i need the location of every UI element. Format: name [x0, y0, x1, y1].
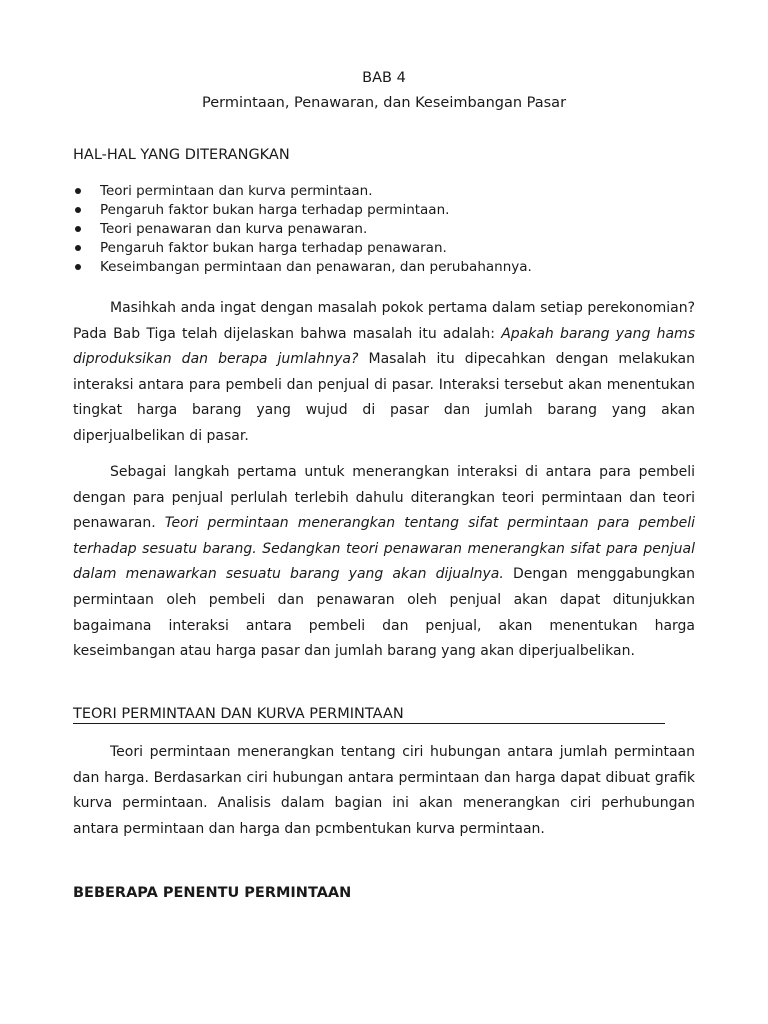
paragraph-italic-text: Apakah barang yang hams diproduksikan dan berapa jumlahnya? [73, 325, 695, 368]
list-item [73, 239, 695, 258]
list-item [73, 201, 695, 220]
list-item-text: Teori penawaran dan kurva penawaran. [100, 221, 368, 237]
paragraph-intro [73, 296, 695, 450]
chapter-number: BAB 4 [362, 70, 406, 86]
list-item [73, 220, 695, 239]
section-heading-teori-permintaan: TEORI PERMINTAAN DAN KURVA PERMINTAAN [73, 705, 665, 724]
list-item [73, 182, 695, 201]
paragraph-text: Dengan menggabungkan permintaan oleh pembeli dan penawaran oleh penjual akan dapat ditunjukkan bagaimana interaksi antara pembeli dan penjual, akan menentukan harga keseimbangan atau harga pasar dan jumlah barang yang akan diperjualbelikan. [73, 566, 695, 660]
list-item [73, 258, 695, 277]
list-item-text: Teori permintaan dan kurva permintaan. [100, 183, 373, 199]
paragraph-text: Sebagai langkah pertama untuk menerangkan interaksi di antara para pembeli dengan para penjual perlulah terlebih dahulu diterangkan teori permintaan dan teori penawaran. [73, 464, 695, 532]
chapter-title: Permintaan, Penawaran, dan Keseimbangan Pasar [201, 95, 567, 111]
list-item-text: Pengaruh faktor bukan harga terhadap penawaran. [100, 240, 447, 256]
paragraph-theory [73, 460, 695, 665]
list-item-text: Keseimbangan permintaan dan penawaran, dan perubahannya. [100, 259, 532, 275]
bullet-icon [75, 188, 81, 194]
bullet-icon [75, 264, 81, 270]
paragraph-text: Masalah itu dipecahkan dengan melakukan interaksi antara para pembeli dan penjual di pasar. Interaksi tersebut akan menentukan tingkat harga barang yang wujud di pasar dan jumlah barang yang akan diperjualbelikan di pasar. [73, 351, 695, 444]
bullet-icon [75, 226, 81, 232]
topics-list [73, 182, 695, 277]
list-item-text: Pengaruh faktor bukan harga terhadap permintaan. [100, 202, 450, 218]
paragraph-italic-text: Teori permintaan menerangkan tentang sifat permintaan para pembeli terhadap sesuatu barang. Sedangkan teori penawaran menerangkan sifat para penjual dalam menawarkan sesuatu barang yang akan dijualnya. [73, 515, 695, 583]
section-heading-penentu-permintaan: BEBERAPA PENENTU PERMINTAAN [73, 885, 352, 901]
section-heading-hal-hal: HAL-HAL YANG DITERANGKAN [73, 147, 290, 163]
paragraph-text: Masihkah anda ingat dengan masalah pokok pertama dalam setiap perekonomian? Pada Bab Tiga telah dijelaskan bahwa masalah itu adalah: [73, 300, 695, 342]
bullet-icon [75, 207, 81, 213]
bullet-icon [75, 245, 81, 251]
paragraph-demand-theory: Teori permintaan menerangkan tentang ciri hubungan antara jumlah permintaan dan harga. Berdasarkan ciri hubungan antara permintaan dan harga dapat dibuat grafik kurva permintaan. Analisis dalam bagian ini akan menerangkan ciri perhubungan antara permintaan dan harga dan pcmbentukan kurva permintaan. [73, 744, 695, 837]
